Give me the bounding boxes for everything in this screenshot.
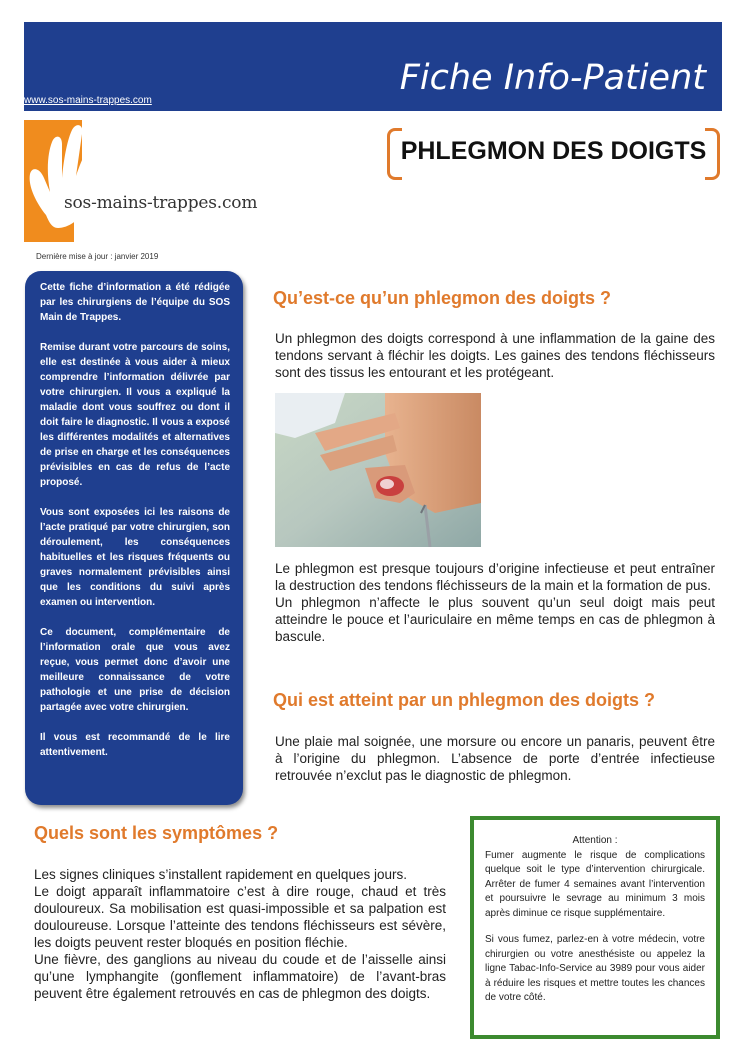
logo-text: sos-mains-trappes.com bbox=[64, 193, 258, 213]
section1-details bbox=[275, 560, 715, 645]
section3-line: Une fièvre, des ganglions au niveau du coude et de l’aisselle ainsi qu’une lymphangite (gonflement inflammatoire) de l’avant-bras peuvent être également retrouvés en cas de phlegmon des doigts. bbox=[34, 952, 446, 1001]
sidebar-paragraph: Cette fiche d’information a été rédigée par les chirurgiens de l’équipe du SOS Main de Trappes. bbox=[40, 282, 230, 323]
document-title-box bbox=[387, 128, 720, 178]
section2-heading: Qui est atteint par un phlegmon des doigts ? bbox=[273, 690, 656, 710]
smoking-warning-box bbox=[470, 816, 720, 1039]
header-title: Fiche Info-Patient bbox=[399, 58, 706, 98]
sidebar-paragraph: Vous sont exposées ici les raisons de l’acte pratiqué par votre chirurgien, son déroulement, les conséquences habituelles et les risques fréquents ou graves normalement prévisibles ainsi que les conditions du suivi après examen ou intervention. bbox=[40, 507, 230, 608]
section3-heading: Quels sont les symptômes ? bbox=[34, 823, 279, 843]
warning-paragraph: Si vous fumez, parlez-en à votre médecin, votre chirurgien ou votre anesthésiste ou appelez la ligne Tabac-Info-Service au 3989 pour vous aider à réduire les risques et mettre toutes les chances de votre côté. bbox=[485, 934, 705, 1003]
warning-title: Attention : bbox=[572, 835, 618, 846]
section1-heading: Qu’est-ce qu’un phlegmon des doigts ? bbox=[273, 288, 612, 308]
warning-spacer bbox=[485, 921, 705, 933]
info-sidebar bbox=[25, 271, 243, 805]
last-update: Dernière mise à jour : janvier 2019 bbox=[36, 252, 159, 261]
document-title: PHLEGMON DES DOIGTS bbox=[400, 137, 707, 165]
site-link[interactable]: www.sos-mains-trappes.com bbox=[24, 95, 152, 106]
section2-body bbox=[275, 733, 715, 784]
section3-line: Les signes cliniques s’installent rapidement en quelques jours. bbox=[34, 867, 407, 882]
hand-logo-icon bbox=[24, 120, 238, 242]
sidebar-paragraph: Remise durant votre parcours de soins, elle est destinée à vous aider à mieux comprendre l’information délivrée par votre chirurgien. Il vous a expliqué la maladie dont vous souffrez ou dont il doit faire le diagnostic. Il vous a exposé les différentes modalités et alternatives de prise en charge et les conséquences prévisibles en cas de refus de l’acte proposé. bbox=[40, 342, 230, 488]
sidebar-paragraph: Il vous est recommandé de le lire attentivement. bbox=[40, 732, 230, 758]
section1-paragraph: Le phlegmon est presque toujours d’origine infectieuse et peut entraîner la destruction des tendons fléchisseurs de la main et la formation de pus. bbox=[275, 561, 715, 593]
section1-intro bbox=[275, 330, 715, 381]
finger-photo bbox=[275, 393, 481, 547]
section3-line: Le doigt apparaît inflammatoire c’est à dire rouge, chaud et très douloureux. Sa mobilisation est quasi-impossible et sa palpation est douloureuse. Lorsque l’atteinte des tendons fléchisseurs est sévère, les doigts peuvent rester bloqués en position fléchie. bbox=[34, 884, 446, 950]
section1-paragraph: Un phlegmon n’affecte le plus souvent qu’un seul doigt mais peut atteindre le pouce et l’auriculaire en même temps en cas de phlegmon à bascule. bbox=[275, 595, 715, 644]
sidebar-text bbox=[40, 280, 230, 775]
warning-paragraph: Fumer augmente le risque de complications quelque soit le type d’intervention chirurgicale. Arrêter de fumer 4 semaines avant l’intervention et poursuivre le sevrage au minimum 3 mois après diminue ce risque supplémentaire. bbox=[485, 849, 705, 919]
section1-intro-text: Un phlegmon des doigts correspond à une inflammation de la gaine des tendons servant à fléchir les doigts. Les gaines des tendons fléchisseurs sont des tissus les entourant et les protégeant. bbox=[275, 331, 715, 380]
section3-body bbox=[34, 866, 446, 1002]
sidebar-paragraph: Ce document, complémentaire de l’information orale que vous avez reçue, vous permet donc d’avoir une meilleure connaissance de votre pathologie et une prise de décision partagée avec votre chirurgien. bbox=[40, 627, 230, 713]
section2-text: Une plaie mal soignée, une morsure ou encore un panaris, peuvent être à l’origine du phlegmon. L’absence de porte d’entrée infectieuse retrouvée n’exclut pas le diagnostic de phlegmon. bbox=[275, 734, 715, 783]
warning-content bbox=[485, 834, 705, 1006]
